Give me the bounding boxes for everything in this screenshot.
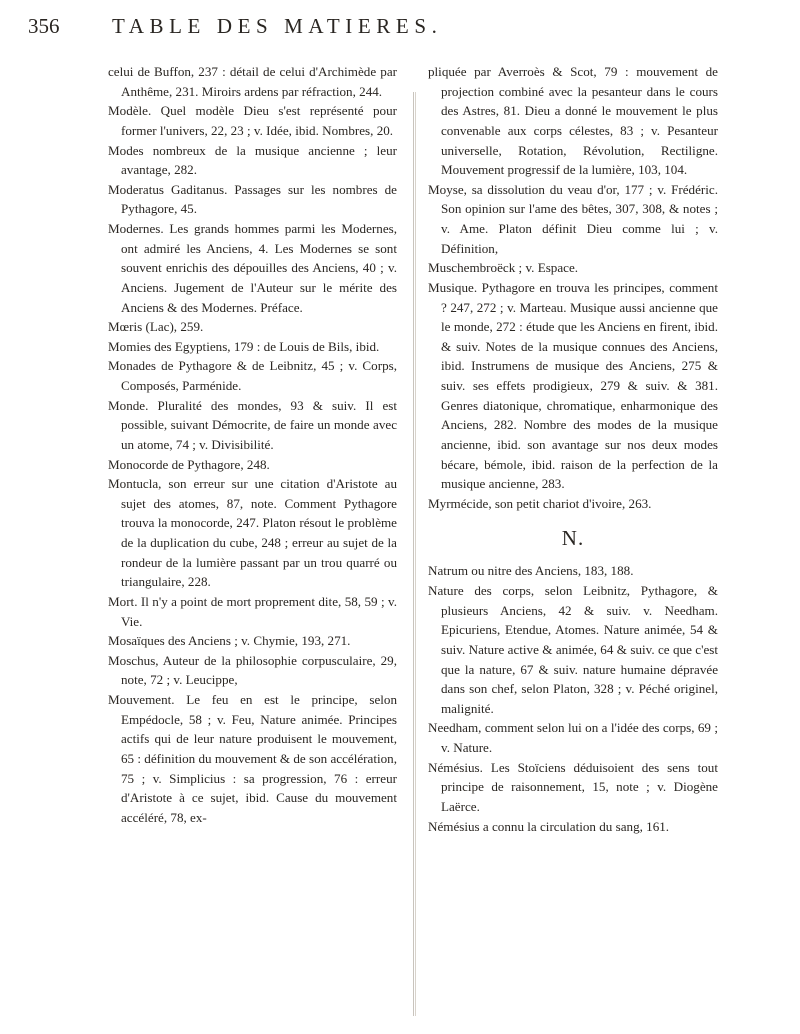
index-entry: Natrum ou nitre des Anciens, 183, 188. (428, 563, 634, 579)
index-entry: Némésius a connu la circulation du sang, 161. (428, 818, 670, 834)
index-entry: Modernes. Les grands hommes parmi les Modernes, ont admiré les Anciens, 4. Les Modernes se sont souvent enrichis des dépouilles des Anciens, 40 ; v. Anciens. Jugement de l'Auteur sur le mérite des Anciens & des Modernes. Préface. (108, 221, 397, 315)
index-entry: Moschus, Auteur de la philosophie corpusculaire, 29, note, 72 ; v. Leucippe, (108, 652, 397, 688)
index-entry: Mouvement. Le feu en est le principe, selon Empédocle, 58 ; v. Feu, Nature animée. Principes actifs qui de leur nature produisent le mouvement, 65 : définition du mouvement & de son accélération, 75 ; v. Simplicius : sa progression, 76 : erreur d'Aristote à ce sujet, ibid. Cause du mouvement accéléré, 78, ex- (108, 692, 397, 825)
index-entry: Moderatus Gaditanus. Passages sur les nombres de Pythagore, 45. (108, 181, 397, 217)
index-entry: Needham, comment selon lui on a l'idée des corps, 69 ; v. Nature. (428, 720, 718, 755)
index-entry: Musique. Pythagore en trouva les principes, comment ? 247, 272 ; v. Marteau. Musique aussi ancienne que le monde, 272 : étude que les Anciens en firent, ibid. & suiv. Notes de la musique connues des Anciens, ibid. Instrumens de musique des Anciens, 275 & suiv. ses effets prodigieux, 279 & suiv. & 381. Genres diatonique, chromatique, enharmonique des Anciens, 282. Nombre des modes de la musique ancienne, ibid. son avantage sur nos deux modes bécare, bémole, ibid. raison de la perfection de la musique ancienne, 283. (428, 279, 718, 492)
index-entry: Moyse, sa dissolution du veau d'or, 177 ; v. Frédéric. Son opinion sur l'ame des bêtes, 307, 308, & notes ; v. Ame. Platon définit Dieu comme lui ; v. Définition, (428, 181, 718, 256)
running-head-title: TABLE DES MATIERES. (112, 14, 443, 38)
right-column (428, 62, 718, 836)
page-number: 356 (28, 14, 60, 38)
index-entry: Muschembroëck ; v. Espace. (428, 260, 579, 276)
section-letter-heading: N. (561, 526, 585, 551)
index-entry: Modes nombreux de la musique ancienne ; leur avantage, 282. (108, 142, 397, 178)
index-entry: Monde. Pluralité des mondes, 93 & suiv. Il est possible, suivant Démocrite, de faire un monde avec un atome, 74 ; v. Divisibilité. (108, 397, 397, 452)
index-entry: celui de Buffon, 237 : détail de celui d'Archimède par Anthême, 231. Miroirs ardens par réfraction, 244. (108, 64, 397, 99)
index-entry: Mort. Il n'y a point de mort proprement dite, 58, 59 ; v. Vie. (108, 593, 397, 629)
column-divider (413, 92, 414, 1016)
index-entry: Monades de Pythagore & de Leibnitz, 45 ; v. Corps, Composés, Parménide. (108, 358, 397, 393)
index-entry: Montucla, son erreur sur une citation d'Aristote au sujet des atomes, 87, note. Comment Pythagore trouva la monocorde, 247. Platon résout le problème de la duplication du cube, 248 ; erreur au sujet de la rondeur de la lumière passant par un trou quarré ou triangulaire, 228. (108, 476, 397, 590)
index-entry: Nature des corps, selon Leibnitz, Pythagore, & plusieurs Anciens, 42 & suiv. v. Needham. Epicuriens, Etendue, Atomes. Nature animée, 54 & suiv. Nature active & animée, 64 & suiv. ce que c'est que la nature, 67 & suiv. nature humaine dépravée dans son chef, selon Platon, 328 ; v. Péché originel, malignité. (428, 583, 718, 716)
index-entry: Modèle. Quel modèle Dieu s'est représenté pour former l'univers, 22, 23 ; v. Idée, ibid. Nombres, 20. (108, 103, 397, 138)
column-divider-secondary (415, 92, 416, 1016)
index-entry: Mœris (Lac), 259. (108, 319, 204, 335)
index-entry: Némésius. Les Stoïciens déduisoient des sens tout principe de raisonnement, 15, note ; v. Diogène Laërce. (428, 759, 718, 814)
index-entry: Monocorde de Pythagore, 248. (108, 456, 270, 472)
index-entry: Momies des Egyptiens, 179 : de Louis de Bils, ibid. (108, 338, 380, 354)
index-entry: Myrmécide, son petit chariot d'ivoire, 263. (428, 495, 652, 511)
left-column (108, 62, 397, 827)
index-entry: pliquée par Averroès & Scot, 79 : mouvement de projection combiné avec la pesanteur dans le cours des Astres, 81. Dieu a donné le mouvement le plus convenable aux corps célestes, 83 ; v. Pesanteur universelle, Rotation, Révolution, Rectiligne. Mouvement progressif de la lumière, 103, 104. (428, 64, 718, 178)
index-entry: Mosaïques des Anciens ; v. Chymie, 193, 271. (108, 633, 351, 649)
